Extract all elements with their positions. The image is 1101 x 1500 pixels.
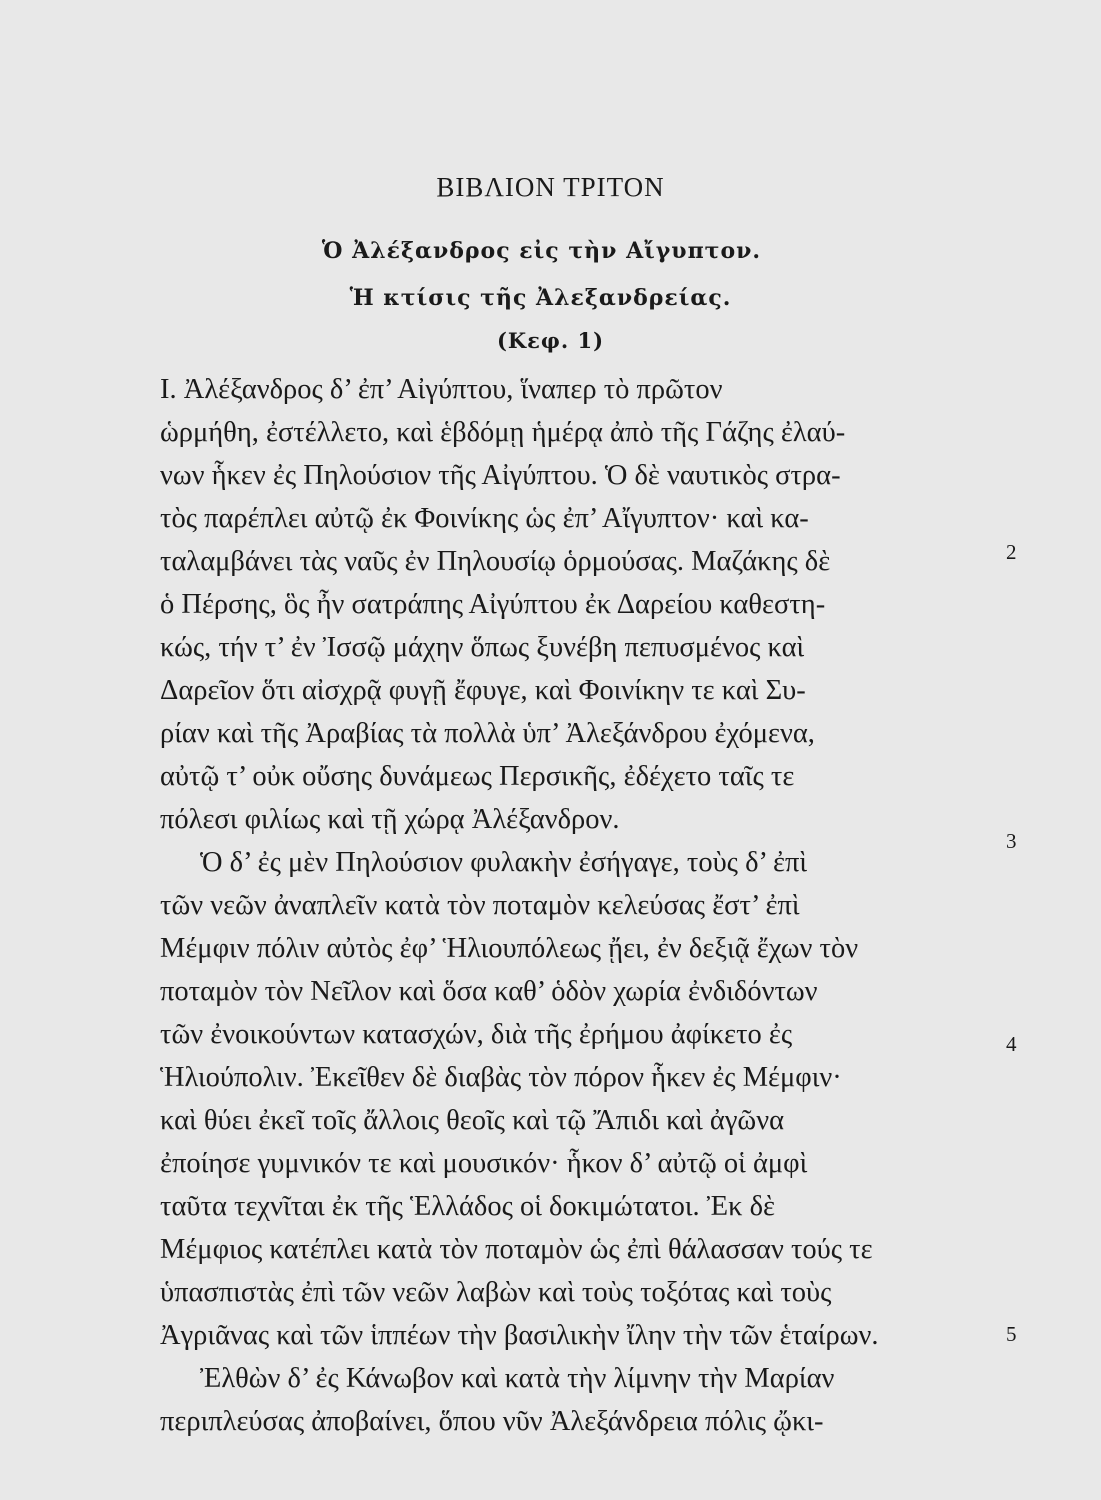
- section-number: 5: [1006, 1322, 1017, 1346]
- text-line: ὑπασπιστὰς ἐπὶ τῶν νεῶν λαβὼν καὶ τοὺς τοξότας καὶ τοὺς: [160, 1277, 832, 1308]
- text-line: αὐτῷ τ’ οὐκ οὔσης δυνάμεως Περσικῆς, ἐδέχετο ταῖς τε: [160, 761, 795, 792]
- text-line: κώς, τήν τ’ ἐν Ἰσσῷ μάχην ὅπως ξυνέβη πεπυσμένος καὶ: [160, 632, 805, 663]
- section-number: 2: [1006, 540, 1017, 564]
- section-number: 4: [1006, 1032, 1017, 1056]
- subtitle-founding-alexandria: Ἡ κτίσις τῆς Ἀλεξανδρείας.: [349, 285, 732, 311]
- text-line: Ὁ δ’ ἐς μὲν Πηλούσιον φυλακὴν ἐσήγαγε, τοὺς δ’ ἐπὶ: [200, 847, 808, 878]
- text-line: ὁ Πέρσης, ὃς ἦν σατράπης Αἰγύπτου ἐκ Δαρείου καθεστη-: [160, 589, 826, 620]
- text-line: τῶν ἐνοικούντων κατασχών, διὰ τῆς ἐρήμου ἀφίκετο ἐς: [160, 1019, 793, 1050]
- text-line: τῶν νεῶν ἀναπλεῖν κατὰ τὸν ποταμὸν κελεύσας ἔστ’ ἐπὶ: [160, 890, 800, 921]
- section-number: 3: [1006, 829, 1017, 853]
- text-line: πόλεσι φιλίως καὶ τῇ χώρᾳ Ἀλέξανδρον.: [160, 804, 620, 835]
- chapter-reference: (Κεφ. 1): [496, 328, 605, 353]
- subtitle-alexander-egypt: Ὁ Ἀλέξανδρος εἰς τὴν Αἴγυπτον.: [321, 238, 762, 264]
- text-line: Μέμφιν πόλιν αὐτὸς ἐφ’ Ἡλιουπόλεως ᾔει, ἐν δεξιᾷ ἔχων τὸν: [160, 933, 859, 964]
- text-line: περιπλεύσας ἀποβαίνει, ὅπου νῦν Ἀλεξάνδρεια πόλις ᾤκι-: [160, 1406, 824, 1437]
- text-line: Ἡλιούπολιν. Ἐκεῖθεν δὲ διαβὰς τὸν πόρον ἧκεν ἐς Μέμφιν·: [160, 1062, 842, 1093]
- text-line: καὶ θύει ἐκεῖ τοῖς ἄλλοις θεοῖς καὶ τῷ Ἄπιδι καὶ ἀγῶνα: [160, 1105, 785, 1136]
- text-line: I. Ἀλέξανδρος δ’ ἐπ’ Αἰγύπτου, ἵναπερ τὸ πρῶτον: [160, 374, 723, 405]
- text-line: ποταμὸν τὸν Νεῖλον καὶ ὅσα καθ’ ὁδὸν χωρία ἐνδιδόντων: [160, 976, 818, 1007]
- text-line: ρίαν καὶ τῆς Ἀραβίας τὰ πολλὰ ὑπ’ Ἀλεξάνδρου ἐχόμενα,: [160, 718, 815, 749]
- text-line: τὸς παρέπλει αὐτῷ ἐκ Φοινίκης ὡς ἐπ’ Αἴγυπτον· καὶ κα-: [160, 503, 809, 534]
- text-line: Δαρεῖον ὅτι αἰσχρᾷ φυγῇ ἔφυγε, καὶ Φοινίκην τε καὶ Συ-: [160, 675, 806, 706]
- text-line: ταῦτα τεχνῖται ἐκ τῆς Ἑλλάδος οἱ δοκιμώτατοι. Ἐκ δὲ: [160, 1191, 776, 1222]
- text-line: ἐποίησε γυμνικόν τε καὶ μουσικόν· ἧκον δ’ αὐτῷ οἱ ἀμφὶ: [160, 1148, 808, 1179]
- book-title: ΒΙΒΛΙΟΝ ΤΡΙΤΟΝ: [436, 172, 665, 202]
- text-line: Ἐλθὼν δ’ ἐς Κάνωβον καὶ κατὰ τὴν λίμνην τὴν Μαρίαν: [200, 1363, 835, 1394]
- text-line: Ἀγριᾶνας καὶ τῶν ἱππέων τὴν βασιλικὴν ἴλην τὴν τῶν ἑταίρων.: [160, 1320, 879, 1351]
- text-line: ταλαμβάνει τὰς ναῦς ἐν Πηλουσίῳ ὁρμούσας. Μαζάκης δὲ: [160, 546, 831, 577]
- text-line: Μέμφιος κατέπλει κατὰ τὸν ποταμὸν ὡς ἐπὶ θάλασσαν τούς τε: [160, 1234, 873, 1265]
- text-line: νων ἧκεν ἐς Πηλούσιον τῆς Αἰγύπτου. Ὁ δὲ ναυτικὸς στρα-: [160, 460, 841, 491]
- text-line: ὡρμήθη, ἐστέλλετο, καὶ ἑβδόμῃ ἡμέρᾳ ἀπὸ τῆς Γάζης ἐλαύ-: [160, 417, 846, 448]
